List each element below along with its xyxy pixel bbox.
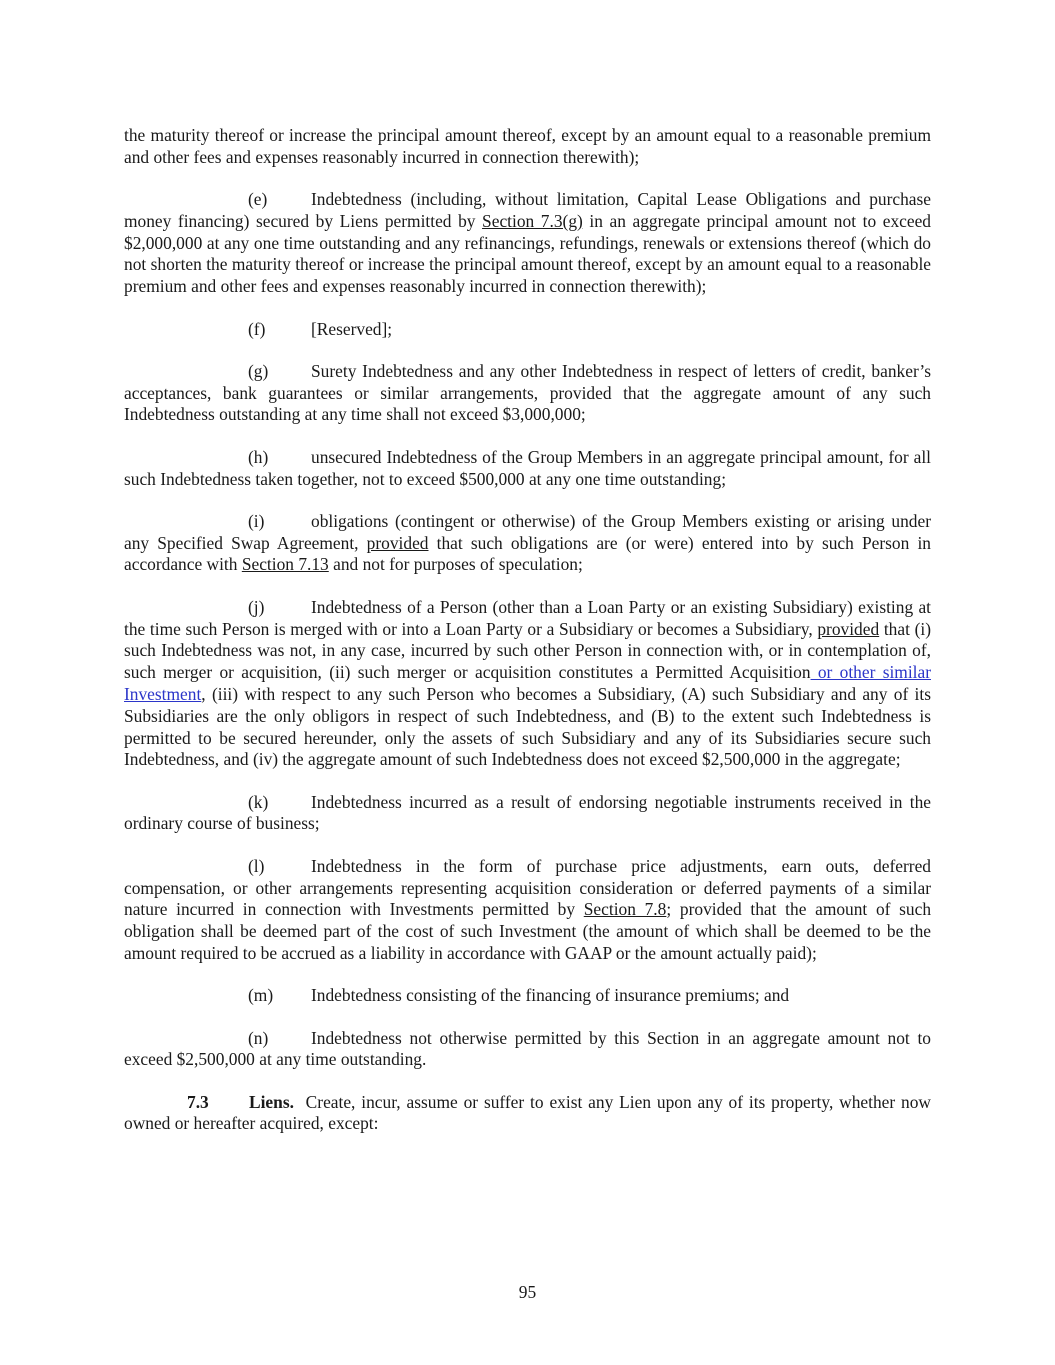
clause-k: (k) Indebtedness incurred as a result of endorsing negotiable instruments received in the ordinary course of business; <box>124 791 931 834</box>
section-reference: Section 7.13 <box>241 554 329 575</box>
provided-term: provided <box>366 532 429 553</box>
clause-label: (g) <box>248 360 269 381</box>
clause-e: (e) Indebtedness (including, without limitation, Capital Lease Obligations and purchase money financing) secured by Liens permitted by Section 7.3(g) in an aggregate principal amount not to exceed $2,000,000 at any one time outstanding and any refinancings, refundings, renewals or extensions thereof (which do not shorten the maturity thereof or increase the principal amount thereof, except by an amount equal to a reasonable premium and other fees and expenses reasonably incurred in connection therewith); <box>124 189 931 297</box>
page-number: 95 <box>518 1282 537 1302</box>
clause-label: (n) <box>248 1027 269 1048</box>
clause-n: (n) Indebtedness not otherwise permitted by this Section in an aggregate amount not to exceed $2,500,000 at any time outstanding. <box>124 1027 931 1070</box>
section-7-3: 7.3 Liens. Create, incur, assume or suffer to exist any Lien upon any of its property, whether now owned or hereafter acquired, except: <box>124 1091 936 1134</box>
clause-h: (h) unsecured Indebtedness of the Group Members in an aggregate principal amount, for all such Indebtedness taken together, not to exceed $500,000 at any one time outstanding; <box>124 446 931 489</box>
clause-j: (j) Indebtedness of a Person (other than a Loan Party or an existing Subsidiary) existing at the time such Person is merged with or into a Loan Party or a Subsidiary or becomes a Subsidiary, provided that (i) such Indebtedness was not, in any case, incurred by such other Person in connection with, or in contemplation of, such merger or acquisition, (ii) such merger or acquisition constitutes a Permitted Acquisition or other similar Investment, (iii) with respect to any such Person who becomes a Subsidiary, (A) such Subsidiary and any of its Subsidiaries are the only obligors in respect of such Indebtedness, and (B) to the extent such Indebtedness is permitted to be secured hereunder, only the assets of such Subsidiary and any of its Subsidiaries secure such Indebtedness, and (iv) the aggregate amount of such Indebtedness does not exceed $2,500,000 in the aggregate; <box>124 596 931 770</box>
section-reference: Section 7.8 <box>583 899 667 920</box>
clause-m: (m) Indebtedness consisting of the financing of insurance premiums; and <box>248 985 790 1006</box>
clause-f: (f) [Reserved]; <box>248 318 393 339</box>
clause-label: (e) <box>248 189 268 210</box>
clause-l: (l) Indebtedness in the form of purchase price adjustments, earn outs, deferred compensation, or other arrangements representing acquisition consideration or deferred payments of a similar nature incurred in connection with Investments permitted by Section 7.8; provided that the amount of such obligation shall be deemed part of the cost of such Investment (the amount of which shall be deemed to be the amount required to be accrued as a liability in accordance with GAAP or the amount actually paid); <box>124 855 932 963</box>
section-reference: Section 7.3(g) <box>482 210 583 231</box>
clause-label: (k) <box>248 791 269 812</box>
clause-label: (l) <box>248 855 265 876</box>
clause-label: (h) <box>248 446 269 467</box>
section-number: 7.3 <box>187 1091 209 1112</box>
clause-i: (i) obligations (contingent or otherwise) of the Group Members existing or arising under any Specified Swap Agreement, provided that such obligations are (or were) entered into by such Person in accordance with Section 7.13 and not for purposes of speculation; <box>124 510 931 575</box>
provided-term: provided <box>817 618 880 639</box>
paragraph-continuation: the maturity thereof or increase the principal amount thereof, except by an amount equal to a reasonable premium and other fees and expenses reasonably incurred in connection therewith); <box>124 125 931 167</box>
clause-label: (f) <box>248 318 266 339</box>
section-title: Liens. <box>249 1091 294 1112</box>
body-text <box>124 125 936 1156</box>
clause-label: (m) <box>248 985 274 1006</box>
clause-g: (g) Surety Indebtedness and any other Indebtedness in respect of letters of credit, banker’s acceptances, bank guarantees or similar arrangements, provided that the aggregate amount of any such Indebtedness outstanding at any time shall not exceed $3,000,000; <box>124 360 931 425</box>
clause-label: (j) <box>248 596 265 617</box>
clause-label: (i) <box>248 510 265 531</box>
inserted-text: or other similar Investment <box>124 662 931 704</box>
